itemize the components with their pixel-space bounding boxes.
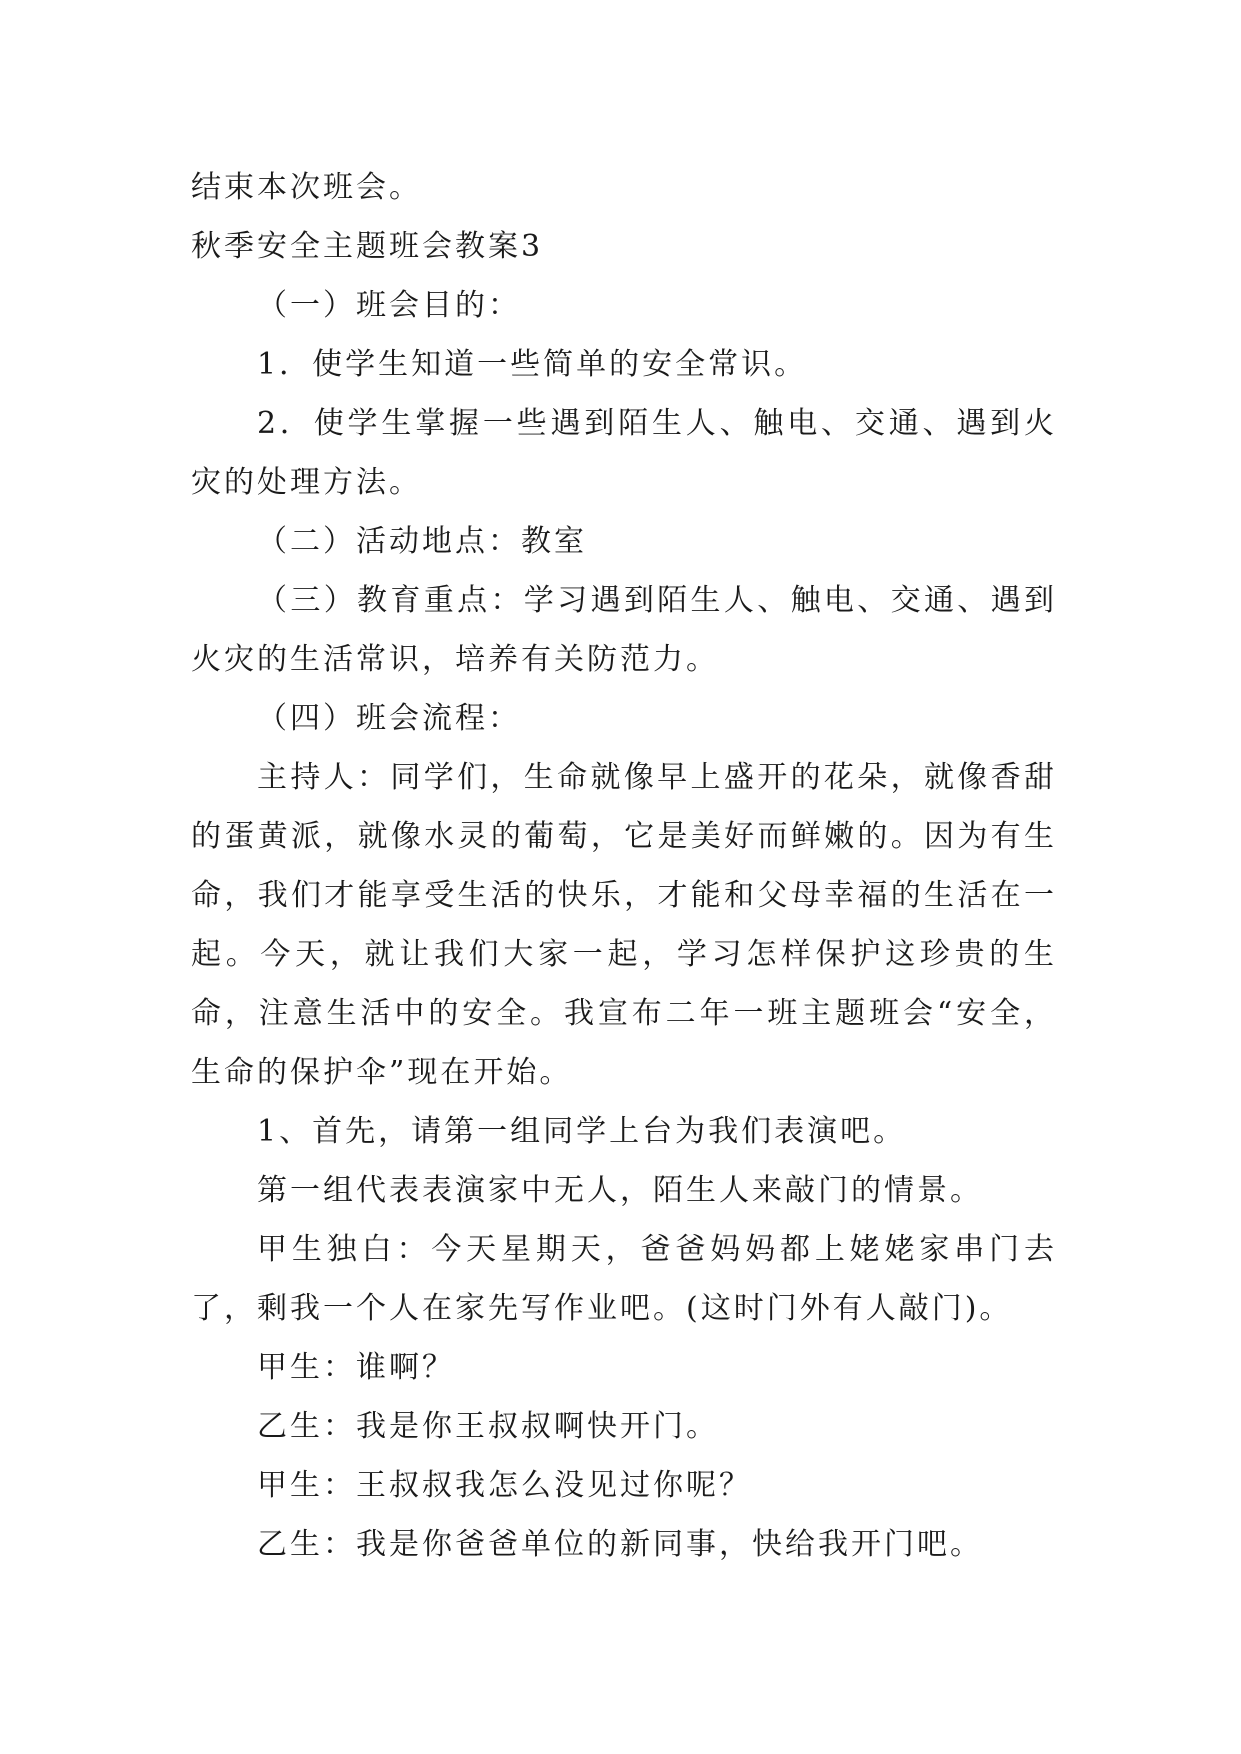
heading-key-points: （三）教育重点：学习遇到陌生人、触电、交通、遇到火灾的生活常识，培养有关防范力。 — [191, 583, 1057, 677]
objective-item-1: 1．使学生知道一些简单的安全常识。 — [257, 347, 808, 382]
dialogue-line: 甲生独白：今天星期天，爸爸妈妈都上姥姥家串门去了，剩我一个人在家先写作业吧。(这时门外有人敲门)。 — [191, 1232, 1057, 1326]
heading-objectives: （一）班会目的： — [257, 288, 521, 323]
heading-process: （四）班会流程： — [257, 701, 521, 736]
document-body — [191, 158, 1057, 1574]
objective-item-2: 2．使学生掌握一些遇到陌生人、触电、交通、遇到火灾的处理方法。 — [191, 406, 1057, 500]
dialogue-line: 乙生：我是你爸爸单位的新同事，快给我开门吧。 — [257, 1527, 983, 1562]
paragraph-scene: 第一组代表表演家中无人，陌生人来敲门的情景。 — [257, 1173, 983, 1208]
paragraph-closing: 结束本次班会。 — [191, 170, 422, 205]
paragraph-host-speech: 主持人：同学们，生命就像早上盛开的花朵，就像香甜的蛋黄派，就像水灵的葡萄，它是美好而鲜嫩的。因为有生命，我们才能享受生活的快乐，才能和父母幸福的生活在一起。今天，就让我们大家一起，学习怎样保护这珍贵的生命，注意生活中的安全。我宣布二年一班主题班会“安全，生命的保护伞”现在开始。 — [191, 760, 1057, 1090]
heading-location: （二）活动地点：教室 — [257, 524, 587, 559]
dialogue-line: 甲生：谁啊？ — [257, 1350, 455, 1385]
dialogue-line: 乙生：我是你王叔叔啊快开门。 — [257, 1409, 719, 1444]
paragraph-step-1: 1、首先，请第一组同学上台为我们表演吧。 — [257, 1114, 907, 1149]
dialogue-line: 甲生：王叔叔我怎么没见过你呢？ — [257, 1468, 752, 1503]
section-title: 秋季安全主题班会教案3 — [191, 229, 544, 264]
